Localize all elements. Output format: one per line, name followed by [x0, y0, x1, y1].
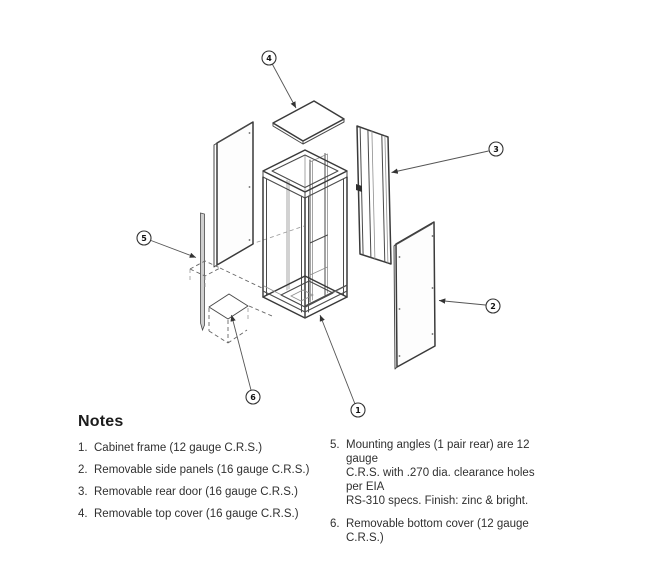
note-number: 2.	[78, 464, 88, 476]
notes-heading: Notes	[78, 413, 124, 430]
note-item-3	[78, 486, 309, 499]
callout-number-1: 1	[355, 406, 361, 415]
top-cover	[273, 101, 344, 144]
note-item-5	[330, 438, 540, 508]
note-item-2	[78, 464, 309, 477]
left-side-panel	[214, 122, 253, 267]
bottom-cover	[209, 294, 272, 343]
note-text-line: Mounting angles (1 pair rear) are 12 gauge	[346, 439, 530, 465]
note-number: 3.	[78, 486, 88, 498]
mounting-angle-hidden-outline	[190, 261, 220, 276]
notes-column-right	[330, 438, 540, 545]
notes-column-left	[78, 442, 309, 530]
note-text	[346, 438, 540, 508]
note-text: Cabinet frame (12 gauge C.R.S.)	[94, 442, 263, 454]
callout-2	[439, 299, 500, 313]
note-text: Removable rear door (16 gauge C.R.S.)	[94, 486, 298, 498]
callout-number-2: 2	[490, 302, 496, 311]
callout-1	[320, 315, 365, 417]
callout-6	[232, 315, 261, 404]
callout-4	[262, 51, 296, 108]
assembly-line-angle	[220, 268, 262, 288]
note-text: Removable top cover (16 gauge C.R.S.)	[94, 508, 299, 520]
note-item-6	[330, 517, 540, 545]
note-item-4	[78, 508, 309, 521]
callout-leader-6	[232, 315, 252, 390]
assembly-line-bottom-cover	[249, 306, 272, 316]
note-number: 1.	[78, 442, 88, 454]
callout-leader-2	[439, 301, 486, 306]
note-number: 6.	[330, 518, 340, 530]
note-number: 4.	[78, 508, 88, 520]
callout-number-3: 3	[493, 145, 499, 154]
callout-number-5: 5	[141, 234, 147, 243]
cabinet-frame	[263, 150, 347, 318]
callout-3	[392, 142, 504, 173]
note-number: 5.	[330, 439, 340, 451]
callout-leader-5	[151, 241, 196, 258]
callout-leader-1	[320, 315, 355, 404]
note-text-line: RS-310 specs. Finish: zinc & bright.	[346, 495, 529, 507]
callout-leader-3	[392, 151, 489, 173]
note-item-1	[78, 442, 309, 455]
rear-door	[356, 126, 391, 264]
callout-leader-4	[273, 65, 297, 109]
callout-5	[137, 231, 196, 258]
note-text-line: Removable bottom cover (12 gauge C.R.S.)	[346, 518, 529, 544]
note-text	[346, 517, 540, 545]
callout-number-6: 6	[250, 393, 256, 402]
note-text-line: C.R.S. with .270 dia. clearance holes per EIA	[346, 467, 535, 493]
right-side-panel	[394, 222, 435, 369]
callout-number-4: 4	[266, 54, 272, 63]
note-text: Removable side panels (16 gauge C.R.S.)	[94, 464, 310, 476]
